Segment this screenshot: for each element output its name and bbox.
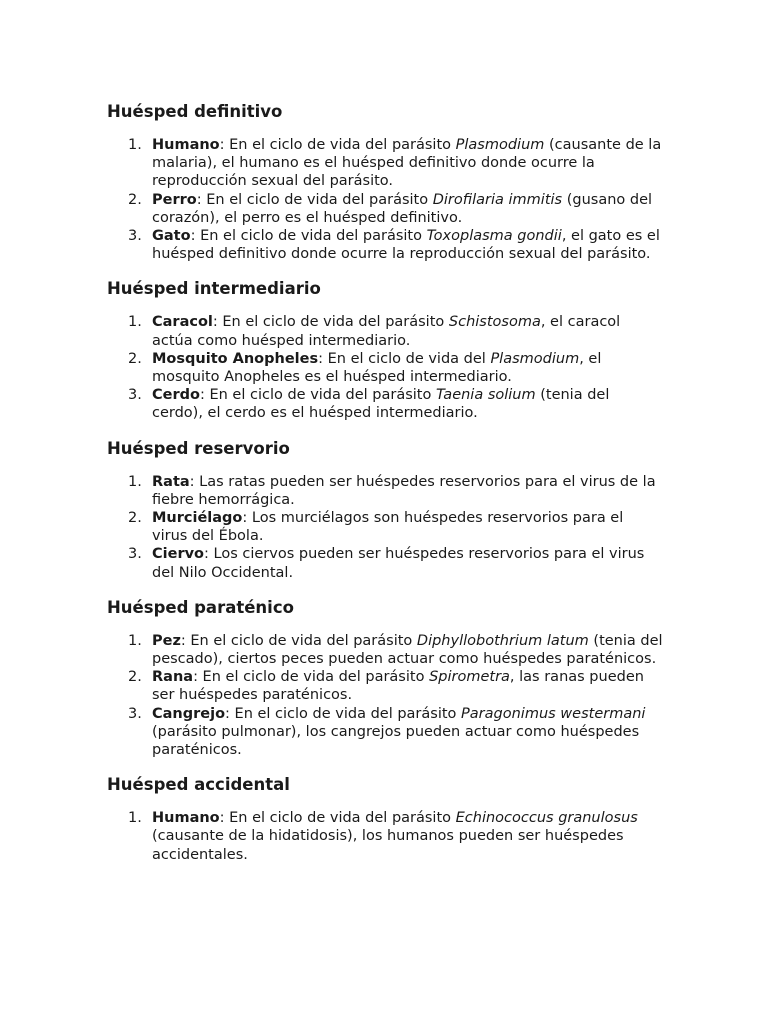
text: (parásito pulmonar), los cangrejos pueden actuar como huéspedes paraténicos. [152, 723, 640, 759]
species-name: Spirometra [429, 669, 510, 686]
species-name: Plasmodium [455, 137, 545, 153]
term: Cangrejo [152, 705, 226, 722]
numbered-list [107, 313, 663, 422]
list-number: 1. [128, 314, 142, 331]
text: (causante de la malaria), el humano es el huésped definitivo donde ocurre la reproducción sexual del parásito. [152, 137, 662, 190]
list-number: 3. [128, 705, 142, 722]
list-item [107, 386, 663, 422]
text: : Los murciélagos son huéspedes reservorios para el virus del Ébola. [152, 510, 624, 545]
list-number: 1. [128, 137, 142, 153]
document-page [107, 100, 663, 864]
text: : Las ratas pueden ser huéspedes reservorios para el virus de la fiebre hemorrágica. [152, 473, 656, 508]
text: (tenia del cerdo), el cerdo es el huésped intermediario. [152, 387, 610, 422]
text: (tenia del pescado), ciertos peces pueden actuar como huéspedes paraténicos. [152, 632, 663, 668]
numbered-list [107, 632, 663, 759]
section-huesped-definitivo [107, 100, 663, 263]
term: Caracol [152, 314, 213, 331]
list-item [107, 473, 663, 509]
species-name: Toxoplasma gondii [426, 228, 562, 245]
list-item [107, 313, 663, 349]
list-item [107, 705, 663, 760]
section-huesped-reservorio [107, 437, 663, 582]
species-name: Dirofilaria immitis [432, 191, 563, 208]
text: : En el ciclo de vida del parásito [219, 810, 456, 827]
text: , el caracol actúa como huésped intermediario. [152, 314, 621, 349]
section-heading: Huésped intermediario [107, 279, 321, 299]
section-huesped-intermediario [107, 277, 663, 422]
text: , el gato es el huésped definitivo donde ocurre la reproducción sexual del parásito. [152, 228, 660, 263]
list-number: 2. [128, 669, 142, 686]
term: Rata [152, 473, 190, 490]
numbered-list [107, 809, 663, 864]
text: : En el ciclo de vida del parásito [212, 314, 449, 331]
text: : En el ciclo de vida del parásito [180, 632, 417, 649]
numbered-list [107, 473, 663, 582]
species-name: Paragonimus westermani [461, 705, 646, 722]
list-number: 3. [128, 546, 142, 563]
text: : En el ciclo de vida del parásito [219, 137, 456, 153]
list-number: 1. [128, 473, 142, 490]
text: : En el ciclo de vida del [318, 350, 491, 367]
term: Ciervo [152, 546, 205, 563]
text: (gusano del corazón), el perro es el huésped definitivo. [152, 191, 653, 226]
section-huesped-paratenico [107, 596, 663, 759]
list-item [107, 350, 663, 386]
term: Cerdo [152, 387, 200, 404]
list-number: 3. [128, 387, 142, 404]
section-heading: Huésped paraténico [107, 597, 294, 617]
list-item [107, 227, 663, 263]
text: (causante de la hidatidosis), los humanos pueden ser huéspedes accidentales. [152, 828, 624, 863]
text: , las ranas pueden ser huéspedes paraténicos. [152, 669, 644, 704]
text: : En el ciclo de vida del parásito [193, 669, 430, 686]
list-item [107, 509, 663, 545]
species-name: Taenia solium [435, 387, 536, 404]
species-name: Schistosoma [448, 314, 541, 331]
list-item [107, 632, 663, 668]
list-item [107, 545, 663, 581]
term: Humano [152, 810, 220, 827]
text: : Los ciervos pueden ser huéspedes reservorios para el virus del Nilo Occidental. [152, 546, 645, 581]
list-item [107, 809, 663, 864]
text: : En el ciclo de vida del parásito [225, 705, 462, 722]
list-number: 1. [128, 810, 142, 827]
text: : En el ciclo de vida del parásito [199, 387, 436, 404]
species-name: Diphyllobothrium latum [416, 632, 589, 649]
list-item [107, 191, 663, 227]
list-item [107, 136, 663, 191]
text: , el mosquito Anopheles es el huésped intermediario. [152, 350, 602, 386]
text: : En el ciclo de vida del parásito [190, 228, 427, 245]
term: Perro [152, 191, 197, 208]
species-name: Plasmodium [490, 350, 580, 367]
list-number: 2. [128, 510, 142, 527]
list-number: 2. [128, 350, 142, 367]
section-heading: Huésped reservorio [107, 438, 290, 458]
numbered-list [107, 136, 663, 263]
term: Murciélago [152, 510, 243, 527]
list-number: 2. [128, 191, 142, 208]
species-name: Echinococcus granulosus [455, 810, 638, 827]
section-heading: Huésped definitivo [107, 102, 283, 121]
term: Gato [152, 228, 191, 245]
term: Humano [152, 137, 220, 153]
term: Mosquito Anopheles [152, 350, 319, 367]
list-number: 1. [128, 632, 142, 649]
term: Rana [152, 669, 194, 686]
section-heading: Huésped accidental [107, 775, 290, 795]
list-number: 3. [128, 228, 142, 245]
term: Pez [152, 632, 181, 649]
list-item [107, 668, 663, 704]
text: : En el ciclo de vida del parásito [196, 191, 433, 208]
section-huesped-accidental [107, 773, 663, 864]
